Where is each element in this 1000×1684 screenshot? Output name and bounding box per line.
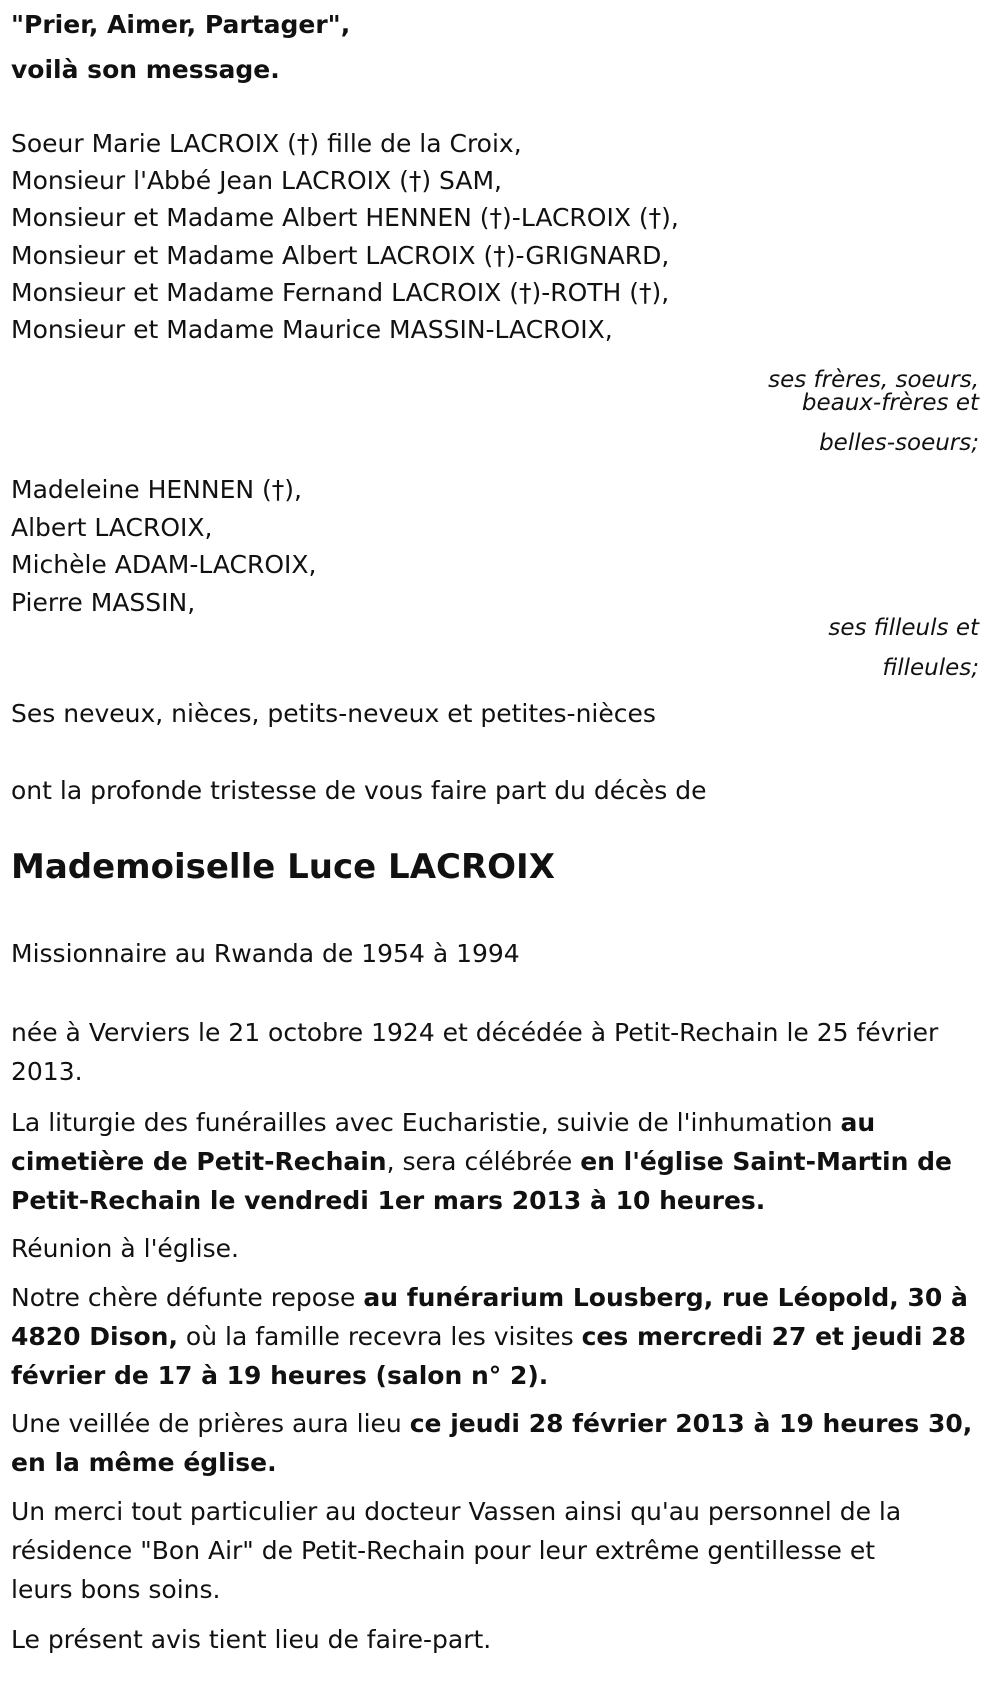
rest-bold: au funérarium Lousberg, rue Léopold, 30 à [363, 1283, 968, 1312]
motto-line-2: voilà son message. [11, 55, 280, 84]
thanks-line: Un merci tout particulier au docteur Vassen ainsi qu'au personnel de la [11, 1497, 902, 1526]
announcement-line: ont la profonde tristesse de vous faire part du décès de [11, 776, 707, 805]
deceased-name: Mademoiselle Luce LACROIX [11, 847, 555, 887]
birth-line-2: 2013. [11, 1057, 83, 1086]
rest-bold: février de 17 à 19 heures (salon n° 2). [11, 1361, 549, 1390]
godchild-line: Madeleine HENNEN (†), [11, 475, 302, 504]
godchild-line: Michèle ADAM-LACROIX, [11, 550, 317, 579]
rest-text: où la famille recevra les visites [177, 1322, 582, 1351]
liturgy-bold: en l'église Saint-Martin de [580, 1147, 952, 1176]
sibling-line: Monsieur et Madame Albert HENNEN (†)-LACROIX (†), [11, 203, 679, 232]
rest-line-1 [11, 1278, 991, 1318]
sibling-line: Monsieur l'Abbé Jean LACROIX (†) SAM, [11, 166, 503, 195]
liturgy-line-3 [11, 1181, 991, 1221]
godchild-line: Albert LACROIX, [11, 513, 213, 542]
sibling-line: Monsieur et Madame Fernand LACROIX (†)-ROTH (†), [11, 278, 670, 307]
liturgy-line-2 [11, 1142, 991, 1182]
vigil-bold: en la même église. [11, 1448, 277, 1477]
liturgy-text: , sera célébrée [386, 1147, 581, 1176]
sibling-line: Soeur Marie LACROIX (†) fille de la Croix, [11, 129, 522, 158]
caption-line: beaux-frères et [801, 390, 979, 416]
rest-bold: 4820 Dison, [11, 1322, 178, 1351]
liturgy-line-1 [11, 1103, 991, 1143]
liturgy-bold: cimetière de Petit-Rechain [11, 1147, 387, 1176]
liturgy-bold: au [840, 1108, 876, 1137]
caption-line: filleules; [882, 655, 979, 681]
obituary-notice [11, 0, 991, 1684]
mission-line: Missionnaire au Rwanda de 1954 à 1994 [11, 939, 520, 968]
rest-line-2 [11, 1317, 991, 1357]
vigil-bold: ce jeudi 28 février 2013 à 19 heures 30, [409, 1409, 973, 1438]
rest-bold: ces mercredi 27 et jeudi 28 [581, 1322, 966, 1351]
vigil-text: Une veillée de prières aura lieu [11, 1409, 410, 1438]
rest-text: Notre chère défunte repose [11, 1283, 364, 1312]
godchild-line: Pierre MASSIN, [11, 588, 196, 617]
sibling-line: Monsieur et Madame Albert LACROIX (†)-GRIGNARD, [11, 241, 670, 270]
thanks-line: résidence "Bon Air" de Petit-Rechain pour leur extrême gentillesse et [11, 1536, 876, 1565]
caption-line: belles-soeurs; [819, 430, 979, 456]
reunion-line: Réunion à l'église. [11, 1234, 239, 1263]
caption-line: ses frères, soeurs, [768, 367, 979, 393]
liturgy-text: La liturgie des funérailles avec Eucharistie, suivie de l'inhumation [11, 1108, 841, 1137]
liturgy-bold: Petit-Rechain le vendredi 1er mars 2013 à 10 heures. [11, 1186, 766, 1215]
closing-line: Le présent avis tient lieu de faire-part. [11, 1625, 492, 1654]
sibling-line: Monsieur et Madame Maurice MASSIN-LACROIX, [11, 315, 613, 344]
thanks-line: leurs bons soins. [11, 1575, 221, 1604]
motto-line-1: "Prier, Aimer, Partager", [11, 10, 351, 39]
vigil-line-1 [11, 1404, 991, 1444]
nephews-line: Ses neveux, nièces, petits-neveux et petites-nièces [11, 699, 656, 728]
caption-line: ses filleuls et [828, 615, 979, 641]
vigil-line-2 [11, 1443, 991, 1483]
rest-line-3 [11, 1356, 991, 1396]
birth-line-1: née à Verviers le 21 octobre 1924 et décédée à Petit-Rechain le 25 février [11, 1018, 939, 1047]
